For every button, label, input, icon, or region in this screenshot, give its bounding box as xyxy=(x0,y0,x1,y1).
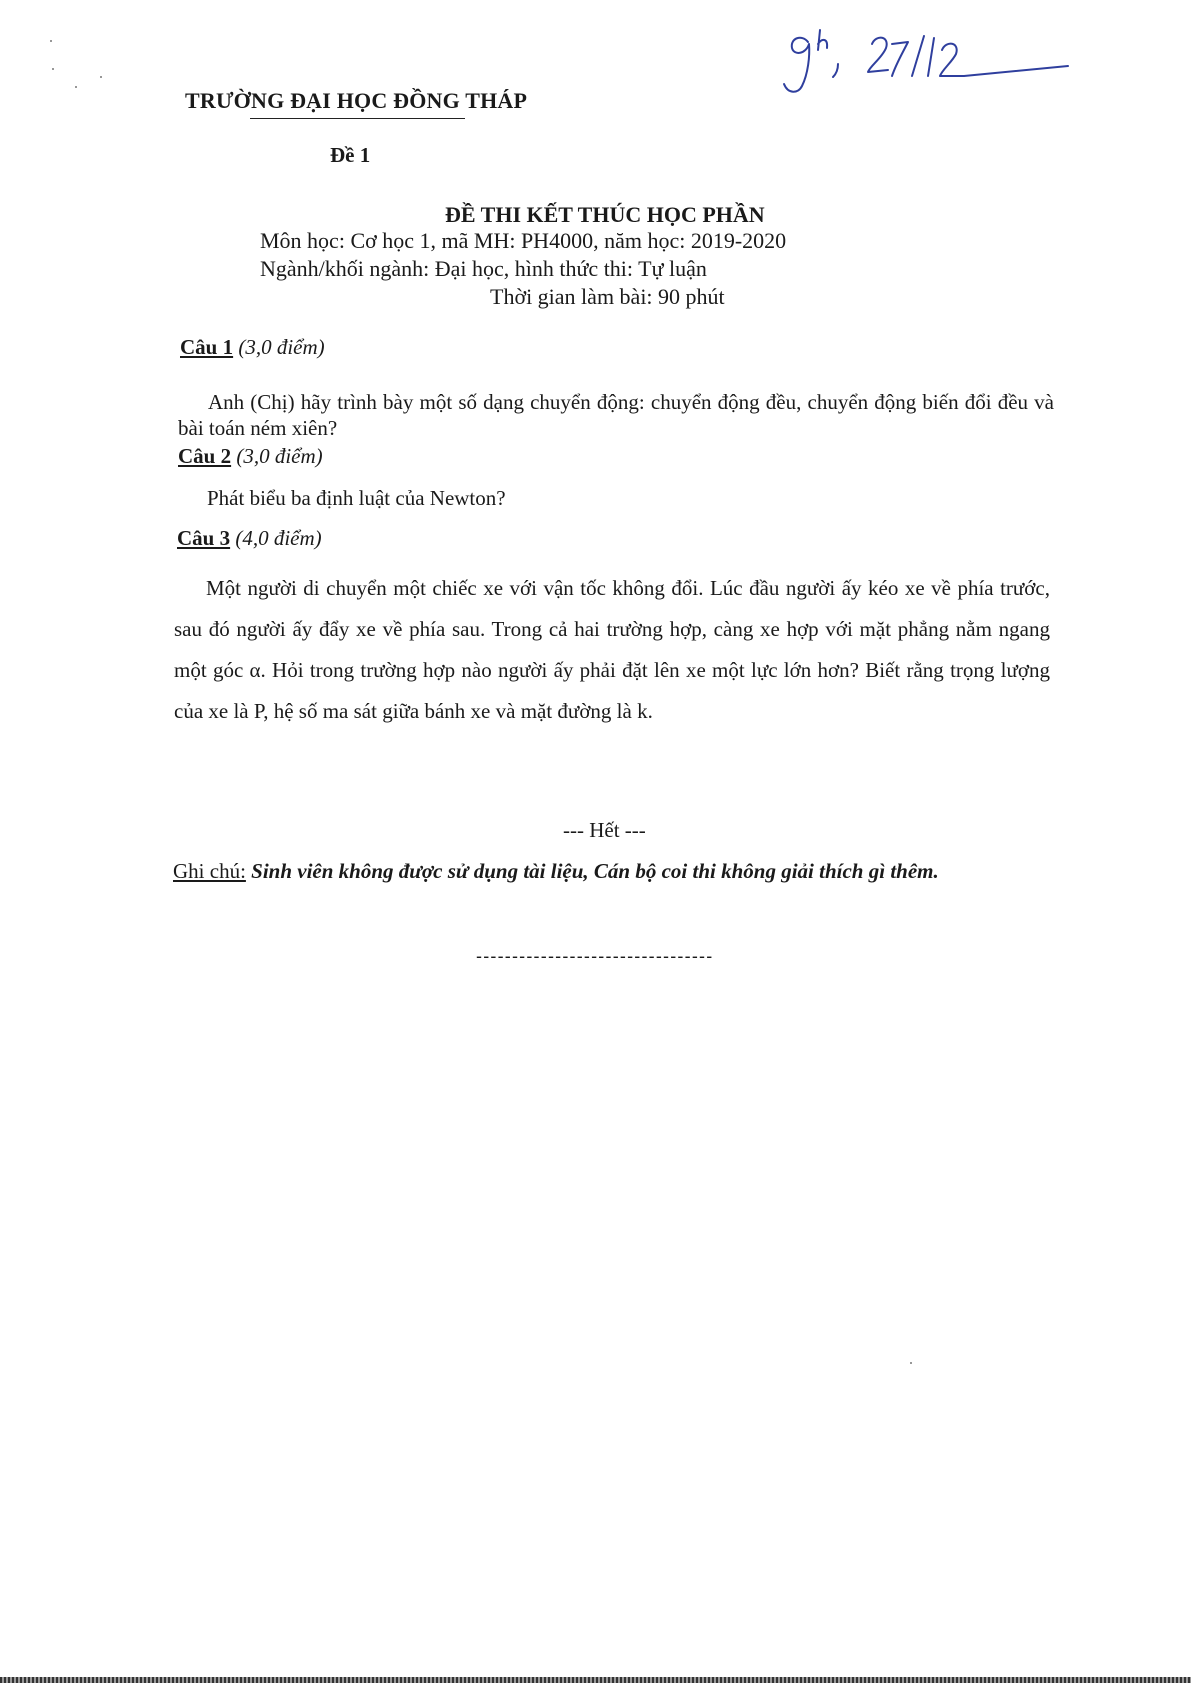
question-2-text: Phát biểu ba định luật của Newton? xyxy=(207,486,506,510)
duration-line: Thời gian làm bài: 90 phút xyxy=(490,284,725,309)
scan-speck xyxy=(50,40,52,42)
school-name: TRƯỜNG ĐẠI HỌC ĐỒNG THÁP xyxy=(185,88,528,113)
exam-note xyxy=(173,859,939,884)
question-1-text: Anh (Chị) hãy trình bày một số dạng chuyển động: chuyển động đều, chuyển động biến đổi đều và bài toán ném xiên? xyxy=(178,390,1054,440)
question-2-heading xyxy=(178,444,323,469)
question-1-points: (3,0 điểm) xyxy=(238,335,325,359)
subject-line: Môn học: Cơ học 1, mã MH: PH4000, năm học: 2019-2020 xyxy=(260,228,787,253)
question-1-heading xyxy=(180,335,325,360)
question-3-label: Câu 3 xyxy=(177,526,231,550)
question-1-label: Câu 1 xyxy=(180,335,234,359)
school-underline xyxy=(250,118,465,119)
scan-speck xyxy=(100,76,102,78)
question-2-points: (3,0 điểm) xyxy=(236,444,323,468)
question-2-label: Câu 2 xyxy=(178,444,232,468)
major-line: Ngành/khối ngành: Đại học, hình thức thi: Tự luận xyxy=(260,256,707,281)
note-text: Sinh viên không được sử dụng tài liệu, Cán bộ coi thi không giải thích gì thêm. xyxy=(251,859,939,883)
question-3-points: (4,0 điểm) xyxy=(235,526,322,550)
exam-title: ĐỀ THI KẾT THÚC HỌC PHẦN xyxy=(445,202,765,227)
handwritten-date-note xyxy=(780,20,1070,100)
scan-speck xyxy=(75,86,77,88)
note-label: Ghi chú: xyxy=(173,859,246,883)
scan-speck xyxy=(910,1362,912,1364)
exam-number: Đề 1 xyxy=(330,143,371,167)
question-3-heading xyxy=(177,526,322,551)
scan-bottom-edge xyxy=(0,1677,1191,1683)
scan-speck xyxy=(52,68,54,70)
end-mark: --- Hết --- xyxy=(563,818,646,842)
end-rule: --------------------------------- xyxy=(476,946,714,966)
question-3-text: Một người di chuyển một chiếc xe với vận tốc không đổi. Lúc đầu người ấy kéo xe về phía trước, sau đó người ấy đẩy xe về phía sau. Trong cả hai trường hợp, càng xe hợp với mặt phẳng nằm ngang một góc α. Hỏi trong trường hợp nào người ấy phải đặt lên xe một lực lớn hơn? Biết rằng trọng lượng của xe là P, hệ số ma sát giữa bánh xe và mặt đường là k. xyxy=(174,576,1050,723)
